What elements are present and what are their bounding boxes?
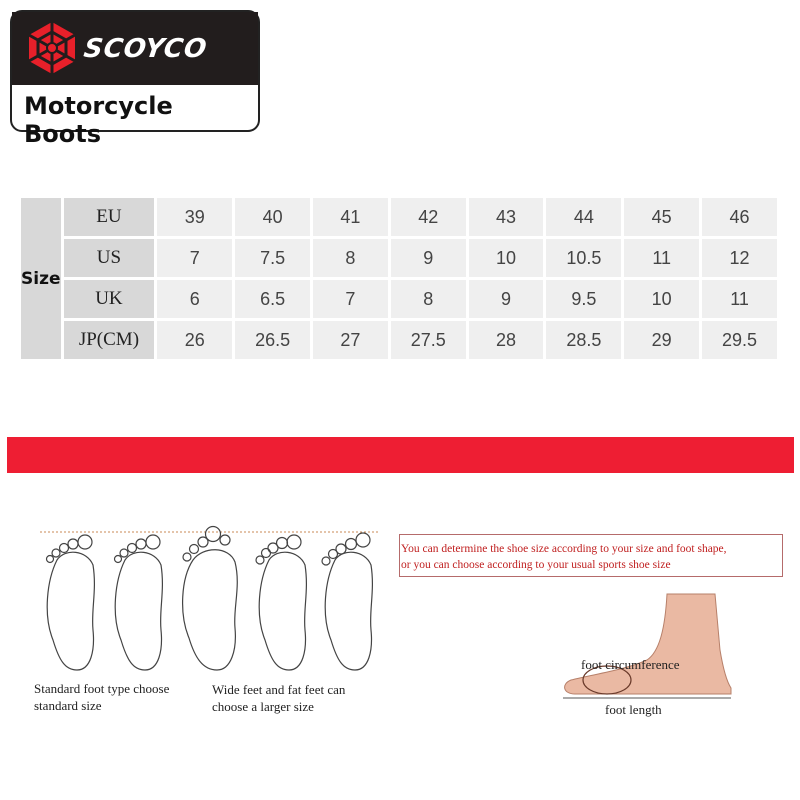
table-row — [21, 321, 777, 359]
size-value: 8 — [391, 280, 466, 318]
size-value: 10 — [624, 280, 699, 318]
size-value: 43 — [469, 198, 544, 236]
size-value: 44 — [546, 198, 621, 236]
size-value: 29.5 — [702, 321, 777, 359]
size-value: 41 — [313, 198, 388, 236]
size-value: 29 — [624, 321, 699, 359]
system-label: EU — [64, 198, 155, 236]
system-label: JP(CM) — [64, 321, 155, 359]
standard-foot-outline — [47, 535, 95, 670]
hexagon-emblem-icon — [22, 18, 82, 78]
wide-foot-caption: Wide feet and fat feet can choose a larger size — [212, 682, 346, 714]
size-value: 27.5 — [391, 321, 466, 359]
size-value: 6.5 — [235, 280, 310, 318]
brand-header — [12, 12, 258, 85]
size-value: 27 — [313, 321, 388, 359]
table-row — [21, 239, 777, 277]
standard-foot-caption: Standard foot type choose standard size — [34, 681, 170, 713]
standard-foot-outline — [115, 535, 163, 670]
size-value: 45 — [624, 198, 699, 236]
size-value: 28 — [469, 321, 544, 359]
brand-badge — [10, 10, 260, 148]
size-value: 6 — [157, 280, 232, 318]
brand-logotype: SCOYCO — [81, 34, 210, 64]
size-value: 11 — [702, 280, 777, 318]
size-value: 26.5 — [235, 321, 310, 359]
size-value: 9 — [469, 280, 544, 318]
table-row — [21, 198, 777, 236]
size-value: 46 — [702, 198, 777, 236]
foot-length-label: foot length — [605, 702, 662, 717]
size-value: 8 — [313, 239, 388, 277]
size-value: 7 — [157, 239, 232, 277]
wide-foot-outline — [183, 527, 238, 671]
size-chart-table — [18, 195, 780, 362]
foot-circumference-label: foot circumference — [581, 657, 680, 672]
size-value: 11 — [624, 239, 699, 277]
size-value: 9.5 — [546, 280, 621, 318]
size-value: 7.5 — [235, 239, 310, 277]
size-value: 39 — [157, 198, 232, 236]
size-value: 26 — [157, 321, 232, 359]
size-value: 28.5 — [546, 321, 621, 359]
sizing-note-line: or you can choose according to your usual sports shoe size — [401, 559, 671, 571]
page-title: Motorcycle Boots — [24, 92, 173, 148]
red-divider-band — [7, 437, 794, 473]
size-value: 42 — [391, 198, 466, 236]
size-value: 40 — [235, 198, 310, 236]
size-value: 10 — [469, 239, 544, 277]
system-label: US — [64, 239, 155, 277]
table-row — [21, 280, 777, 318]
wide-foot-outline — [322, 533, 372, 670]
sizing-note-box — [399, 534, 783, 577]
sizing-note-line: You can determine the shoe size according to your size and foot shape, — [401, 543, 727, 555]
wide-foot-outline — [256, 535, 306, 670]
foot-silhouette — [565, 594, 731, 694]
size-value: 10.5 — [546, 239, 621, 277]
size-row-header: Size — [21, 198, 61, 359]
foot-measurement-illustration — [555, 590, 735, 700]
system-label: UK — [64, 280, 155, 318]
foot-types-illustration — [35, 520, 385, 690]
size-value: 9 — [391, 239, 466, 277]
size-value: 12 — [702, 239, 777, 277]
size-value: 7 — [313, 280, 388, 318]
